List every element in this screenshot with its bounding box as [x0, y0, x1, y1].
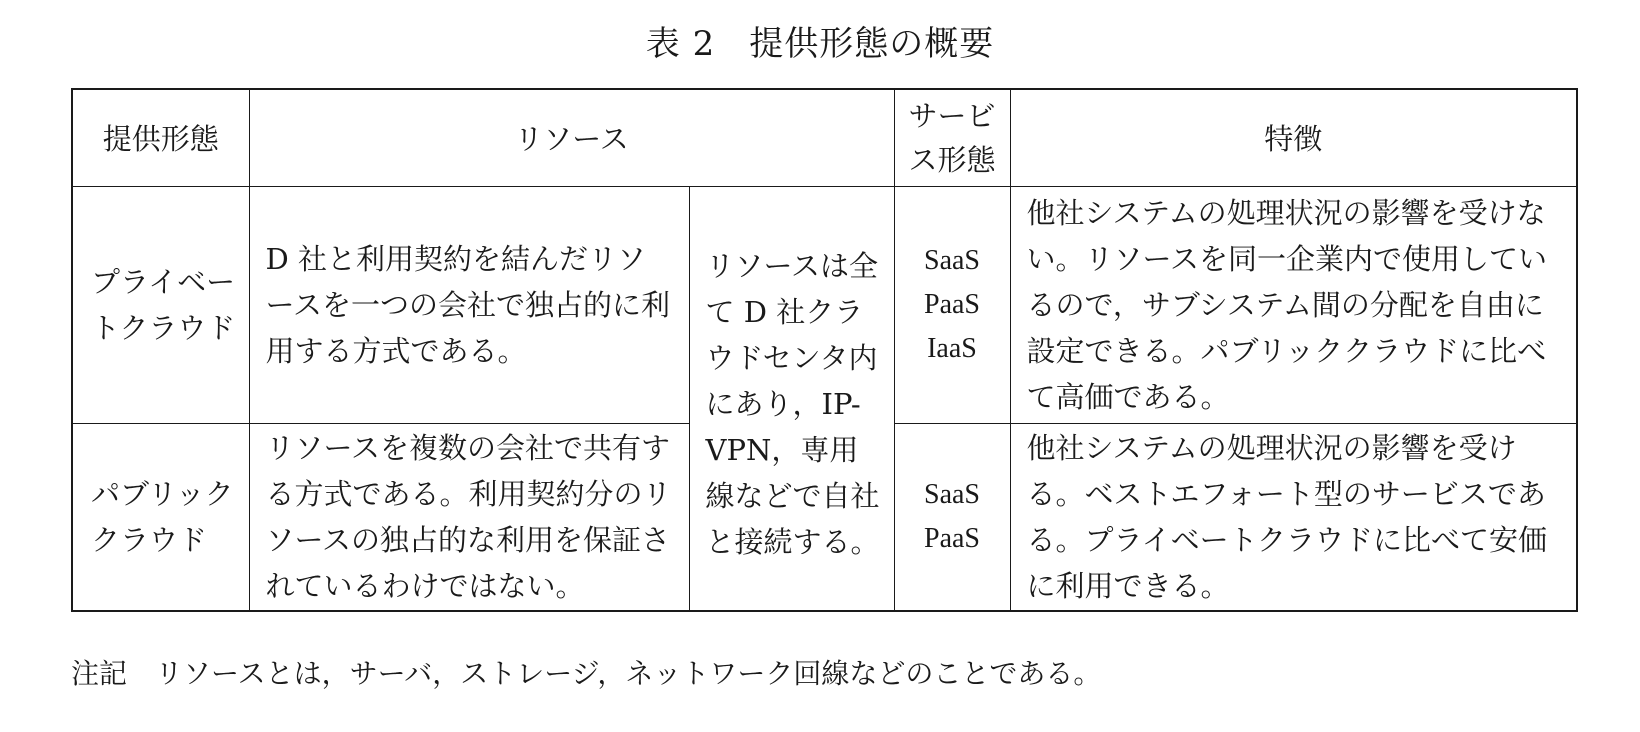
shared-resource-cell: リソースは全て D 社クラウドセンタ内にあり，IP-VPN，専用線などで自社と接続する。	[689, 186, 894, 611]
table-title: 提供形態の概要	[749, 24, 995, 64]
header-service: サービス形態	[894, 89, 1010, 186]
row-form-public: パブリッククラウド	[72, 423, 249, 611]
note-label: 注記	[71, 657, 128, 690]
service-paas: PaaS	[924, 288, 980, 320]
header-feature: 特徴	[1010, 89, 1577, 186]
table-caption	[0, 20, 1640, 68]
row-resource-private: D 社と利用契約を結んだリソースを一つの会社で独占的に利用する方式である。	[249, 186, 689, 423]
row-feature-public: 他社システムの処理状況の影響を受ける。ベストエフォート型のサービスである。プライベートクラウドに比べて安価に利用できる。	[1010, 423, 1577, 611]
table-note	[71, 654, 1101, 694]
service-saas: SaaS	[924, 244, 980, 276]
row-feature-private: 他社システムの処理状況の影響を受けない。リソースを同一企業内で使用しているので，サブシステム間の分配を自由に設定できる。パブリッククラウドに比べて高価である。	[1010, 186, 1577, 423]
row-services-public	[894, 423, 1010, 611]
table-row	[72, 186, 1577, 423]
table-number: 表 2	[645, 24, 716, 64]
row-resource-public: リソースを複数の会社で共有する方式である。利用契約分のリソースの独占的な利用を保証されているわけではない。	[249, 423, 689, 611]
row-services-private	[894, 186, 1010, 423]
header-row	[72, 89, 1577, 186]
service-saas: SaaS	[924, 478, 980, 510]
note-text: リソースとは，サーバ，ストレージ，ネットワーク回線などのことである。	[155, 657, 1102, 690]
row-form-private: プライベートクラウド	[72, 186, 249, 423]
header-resource: リソース	[249, 89, 894, 186]
header-form: 提供形態	[72, 89, 249, 186]
offering-table	[71, 88, 1578, 612]
service-iaas: IaaS	[927, 332, 977, 364]
service-paas: PaaS	[924, 522, 980, 554]
